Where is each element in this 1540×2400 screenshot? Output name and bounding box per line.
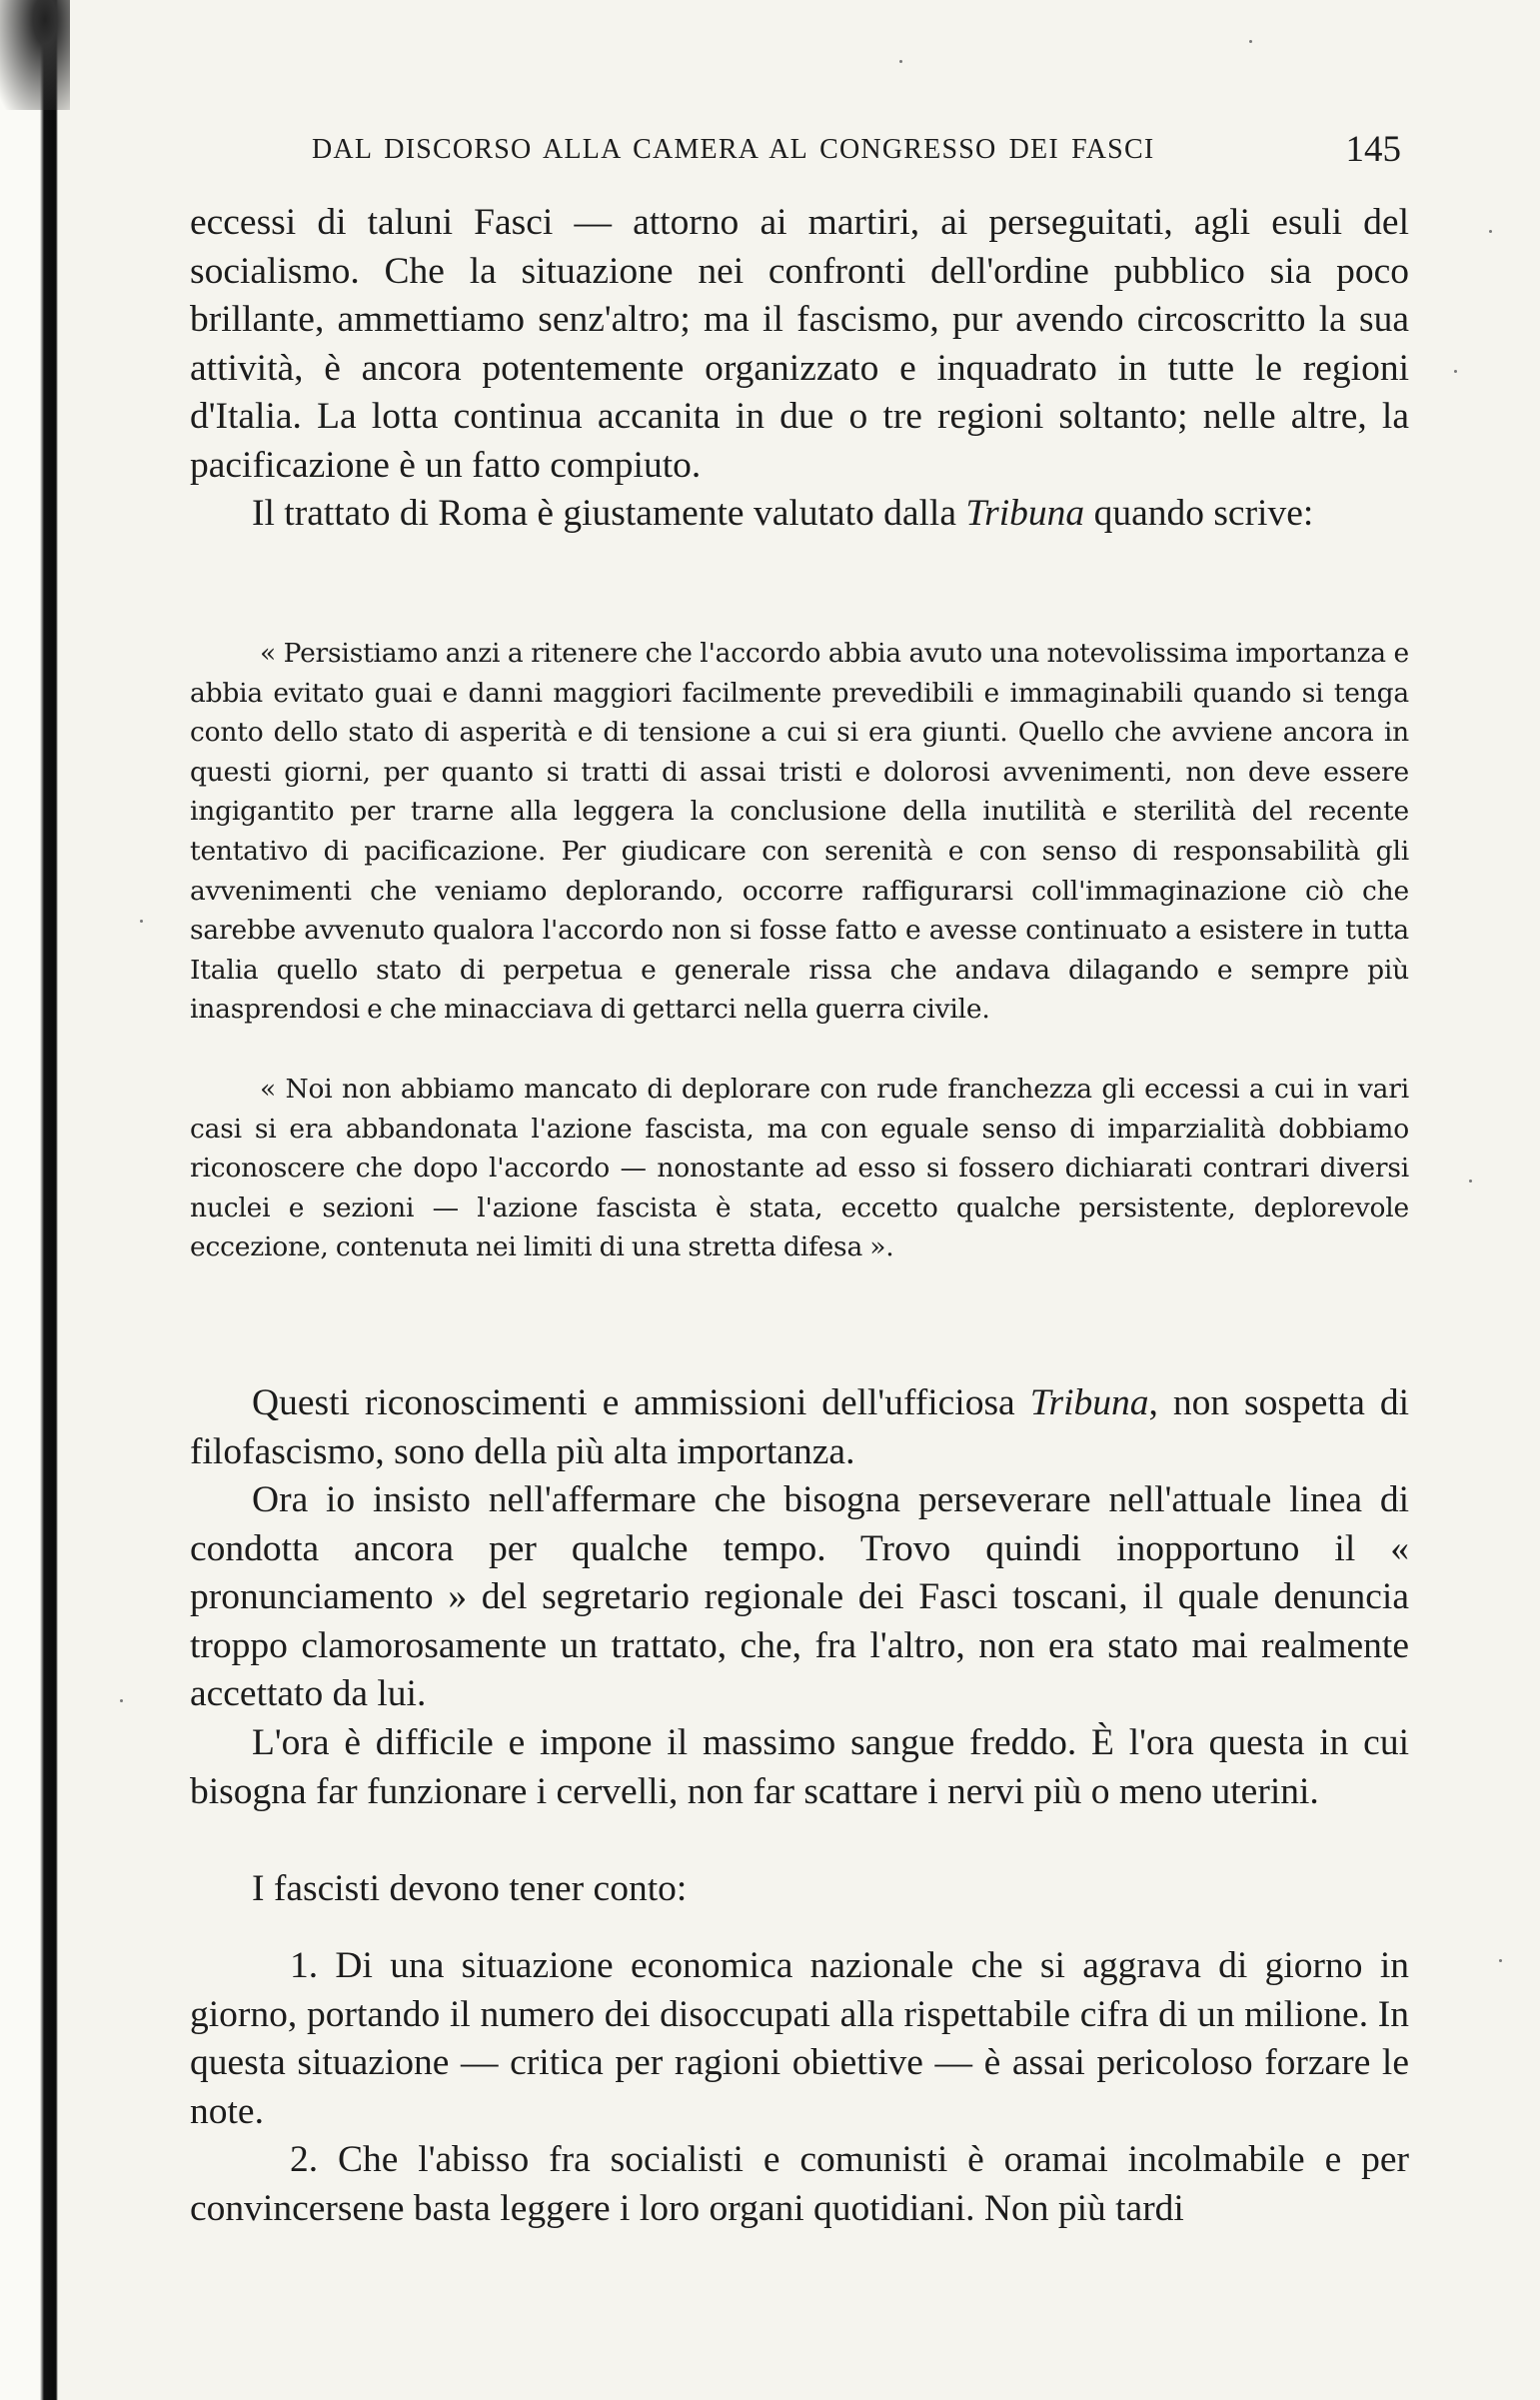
running-header (312, 128, 1401, 170)
paragraph-4: Ora io insisto nell'affermare che bisogna perseverare nell'attuale linea di condotta ancora per qualche tempo. Trovo quindi inopportuno il « pronunciamento » del segretario regionale dei Fasci toscani, il quale denuncia troppo clamorosamente un trattato, che, fra l'altro, non era stato mai realmente accettato da lui. (190, 1479, 1409, 1715)
running-title: DAL DISCORSO ALLA CAMERA AL CONGRESSO DEI FASCI (312, 134, 1155, 165)
paragraph-6: I fascisti devono tener conto: (252, 1868, 688, 1909)
block-quote-2: « Noi non abbiamo mancato di deplorare con rude franchezza gli eccessi a cui in vari casi si era abbandonata l'azione fascista, ma con eguale senso di imparzialità dobbiamo riconoscere che dopo l'accordo — nonostante ad esso si fossero dichiarati contrari diversi nuclei e sezioni — l'azione fascista è stata, eccetto qualche persistente, deplorevole eccezione, contenuta nei limiti di una stretta difesa ». (190, 1074, 1409, 1263)
paragraph-2-newspaper-title: Tribuna (965, 493, 1085, 534)
paragraph-5: L'ora è difficile e impone il massimo sangue freddo. È l'ora questa in cui bisogna far funzionare i cervelli, non far scattare i nervi più o meno uterini. (190, 1722, 1409, 1812)
list-item-1: 1. Di una situazione economica nazionale che si aggrava di giorno in giorno, portando il numero dei disoccupati alla rispettabile cifra di un milione. In questa situazione — critica per ragioni obiettive — è assai pericoloso forzare le note. (190, 1945, 1409, 2132)
block-quote-1: « Persistiamo anzi a ritenere che l'accordo abbia avuto una notevolissima importanza e abbia evitato guai e danni maggiori facilmente prevedibili e immaginabili quando si tenga conto dello stato di asperità e di tensione a cui si era giunti. Quello che avviene ancora in questi giorni, per quanto si tratti di assai tristi e dolorosi avvenimenti, non deve essere ingigantito per trarne alla leggera la conclusione della inutilità e sterilità del recente tentativo di pacificazione. Per giudicare con serenità e con senso di responsabilità gli avvenimenti che veniamo deplorando, occorre raffigurarsi coll'immaginazione ciò che sarebbe avvenuto qualora l'accordo non si fosse fatto e avesse continuato a esistere in tutta Italia quello stato di perpetua e generale rissa che andava dilagando e sempre più inasprendosi e che minacciava di gettarci nella guerra civile. (190, 638, 1409, 1026)
speck (1249, 40, 1252, 43)
speck (140, 920, 143, 923)
paragraph-3-text-a: Questi riconoscimenti e ammissioni dell'ufficiosa (252, 1382, 1030, 1423)
binding-edge (0, 0, 58, 2400)
binding-shadow (0, 0, 70, 110)
page-number: 145 (1345, 129, 1401, 170)
speck (899, 60, 902, 63)
paragraph-3-text-b: , non sospetta di filofascismo, sono della più alta importanza. (190, 1382, 1410, 1472)
paragraph-1: eccessi di taluni Fasci — attorno ai martiri, ai perseguitati, agli esuli del socialismo. Che la situazione nei confronti dell'ordine pubblico sia poco brillante, ammettiamo senz'altro; ma il fascismo, pur avendo circoscritto la sua attività, è ancora potentemente organizzato e inquadrato in tutte le regioni d'Italia. La lotta continua accanita in due o tre regioni soltanto; nelle altre, la pacificazione è un fatto compiuto. (190, 202, 1409, 486)
speck (1489, 230, 1492, 233)
speck (1469, 1180, 1472, 1183)
speck (1454, 370, 1457, 373)
paragraph-2 (190, 490, 1409, 539)
paragraph-2-text-a: Il trattato di Roma è giustamente valutato dalla (252, 493, 966, 534)
speck (1499, 1959, 1502, 1962)
list-item-2: 2. Che l'abisso fra socialisti e comunisti è oramai incolmabile e per convincersene basta leggere i loro organi quotidiani. Non più tardi (190, 2139, 1409, 2229)
paragraph-2-text-b: quando scrive: (1084, 493, 1314, 534)
paragraph-3 (190, 1379, 1409, 1476)
speck (120, 1699, 123, 1702)
paragraph-3-newspaper-title: Tribuna (1029, 1382, 1149, 1423)
